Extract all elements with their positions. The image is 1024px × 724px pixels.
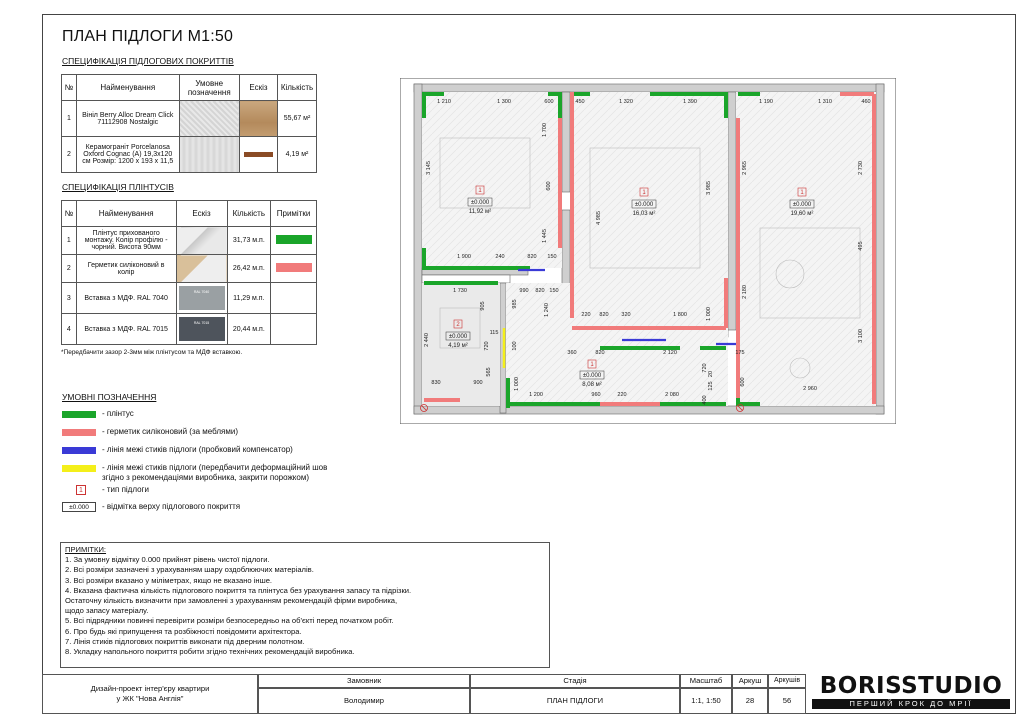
sheet-label: Аркуш — [732, 674, 768, 688]
skirting-note: *Передбачити зазор 2-3мм між плінтусом та МДФ вставкою. — [61, 349, 243, 356]
note-line: 5. Всі підрядники повинні перевірити розміри безпосередньо на об'єкті перед початком робіт. — [65, 616, 394, 626]
dimension-label: 905 — [480, 301, 486, 311]
row-num: 1 — [62, 227, 77, 255]
sheets-value: 56 — [768, 688, 806, 714]
row-num: 3 — [62, 283, 77, 314]
room-area: 19,60 м² — [790, 211, 814, 217]
dimension-label: 600 — [740, 377, 746, 387]
room-level: ±0.000 — [448, 334, 468, 340]
room-type: 1 — [590, 362, 594, 368]
brand-name: BORISSTUDIO — [819, 673, 1003, 699]
dimension-label: 820 — [599, 312, 609, 318]
dimension-label: 720 — [484, 341, 490, 351]
dimension-label: 600 — [546, 181, 552, 191]
room-type: 1 — [800, 190, 804, 196]
dimension-label: 2 440 — [424, 333, 430, 347]
row-name: Вставка з МДФ. RAL 7015 — [76, 314, 176, 345]
room-level: ±0.000 — [792, 202, 812, 208]
dimension-label: 1 445 — [542, 229, 548, 243]
note-line: щодо запасу матеріалу. — [65, 606, 149, 616]
dimension-label: 565 — [486, 367, 492, 377]
row-name: Плінтус прихованого монтажу. Колір профілю - чорний. Висота 90мм — [76, 227, 176, 255]
dimension-label: 2 180 — [742, 285, 748, 299]
dimension-label: 1 210 — [437, 99, 451, 105]
dimension-label: 1 200 — [529, 392, 543, 398]
col-header: Ескіз — [176, 201, 227, 227]
dimension-label: 220 — [617, 392, 627, 398]
dimension-label: 820 — [535, 288, 545, 294]
room-type: 1 — [642, 190, 646, 196]
sealant-sketch — [176, 255, 227, 283]
ral-sample: RAL 7015 — [176, 314, 227, 345]
dimension-label: 2 960 — [803, 386, 817, 392]
dimension-label: 1 000 — [706, 307, 712, 321]
material-sample — [239, 137, 277, 173]
sheets-label: Аркушів — [768, 674, 806, 688]
dimension-label: 1 800 — [673, 312, 687, 318]
dimension-label: 220 — [581, 312, 591, 318]
project-cell — [42, 674, 258, 714]
skirting-spec-heading: СПЕЦИФІКАЦІЯ ПЛІНТУСІВ — [62, 182, 174, 192]
notes-box — [60, 542, 550, 668]
col-header: № — [62, 75, 77, 101]
room-level: ±0.000 — [470, 200, 490, 206]
hatch-symbol — [179, 137, 239, 173]
dimension-label: 2 120 — [663, 350, 677, 356]
room-area: 11,92 м² — [468, 209, 492, 215]
legend-heading: УМОВНІ ПОЗНАЧЕННЯ — [62, 392, 157, 402]
note-line: 3. Всі розміри вказано у міліметрах, якщо не вказано інше. — [65, 575, 273, 585]
dimension-label: 2 730 — [858, 161, 864, 175]
dimension-label: 150 — [547, 254, 557, 260]
note-line: Остаточну кількість визначити при замовленні з урахуванням рекомендацій фірми виробника, — [65, 596, 398, 606]
table-row — [62, 227, 317, 255]
row-qty: 11,29 м.п. — [227, 283, 271, 314]
row-num: 1 — [62, 101, 77, 137]
stage-value: ПЛАН ПІДЛОГИ — [470, 688, 680, 714]
row-num: 2 — [62, 255, 77, 283]
dimension-label: 3 100 — [858, 329, 864, 343]
dimension-label: 1 300 — [497, 99, 511, 105]
room-level: ±0.000 — [582, 373, 602, 379]
dimension-label: 720 — [702, 363, 708, 373]
skirting-spec-table — [61, 200, 317, 345]
row-qty: 26,42 м.п. — [227, 255, 271, 283]
dimension-label: 125 — [708, 381, 714, 391]
dimension-label: 3 145 — [426, 161, 432, 175]
col-header: Ескіз — [239, 75, 277, 101]
col-header: Кількість — [227, 201, 271, 227]
dimension-label: 990 — [519, 288, 529, 294]
row-num: 4 — [62, 314, 77, 345]
dimension-label: 820 — [595, 350, 605, 356]
dimension-label: 240 — [495, 254, 505, 260]
dimension-label: 150 — [549, 288, 559, 294]
dimension-label: 1 000 — [514, 377, 520, 391]
table-row — [62, 255, 317, 283]
row-note — [271, 255, 317, 283]
legend: УМОВНІ ПОЗНАЧЕННЯ - плінтус - герметик силіконовий (за меблями) - лінія межі стиків підлоги (пробковий компенсатор) - лінія межі стиків підлоги (передбачити деформаційний шов згідно з рекомендаціями виробника, закрити порожком) 1 - тип підлоги ±0.000 - відмітка верху підлогового покриття — [62, 392, 328, 511]
dimension-label: 1 190 — [759, 99, 773, 105]
client-label: Замовник — [258, 674, 470, 688]
col-header: Найменування — [76, 75, 179, 101]
col-header: № — [62, 201, 77, 227]
note-line: 7. Лінія стиків підлогових покриттів виконати під дверним полотном. — [65, 636, 305, 646]
row-qty: 20,44 м.п. — [227, 314, 271, 345]
room-area: 4,19 м² — [448, 343, 468, 349]
note-line: 2. Всі розміри зазначені з урахуванням шару оздоблюючих матеріалів. — [65, 565, 314, 575]
note-line: 4. Вказана фактична кількість підлогового покриття та плінтуса без урахування запасу та підрізки. — [65, 585, 412, 595]
table-row — [62, 101, 317, 137]
brand-slogan: ПЕРШИЙ КРОК ДО МРІЇ — [812, 699, 1010, 709]
row-name: Вініл Berry Alloc Dream Click 71112908 Nostalgic — [76, 101, 179, 137]
dimension-label: 20 — [708, 370, 714, 378]
dimension-label: 115 — [489, 330, 499, 336]
room-area: 16,03 м² — [632, 211, 656, 217]
brand-logo — [806, 674, 1016, 714]
project-location: у ЖК "Нова Англія" — [116, 694, 184, 703]
row-note — [271, 227, 317, 255]
dimension-label: 1 730 — [453, 288, 467, 294]
room-type: 1 — [478, 188, 482, 194]
row-name: Керамограніт Porcelanosa Oxford Cognac (A) 19,3х120 см Розмір: 1200 х 193 х 11,5 — [76, 137, 179, 173]
col-header: Умовне позначення — [179, 75, 239, 101]
dimension-label: 175 — [735, 350, 745, 356]
dimension-label: 4 985 — [596, 211, 602, 225]
col-header: Примітки — [271, 201, 317, 227]
row-name: Вставка з МДФ. RAL 7040 — [76, 283, 176, 314]
dimension-label: 1 310 — [818, 99, 832, 105]
dimension-label: 100 — [512, 341, 518, 351]
row-num: 2 — [62, 137, 77, 173]
project-name: Дизайн-проект інтер'єру квартири — [90, 684, 210, 693]
row-qty: 55,67 м² — [278, 101, 317, 137]
title-block — [42, 674, 1016, 714]
dimension-label: 1 320 — [619, 99, 633, 105]
row-name: Герметик силіконовий в колір — [76, 255, 176, 283]
dimension-label: 960 — [591, 392, 601, 398]
sheet-value: 28 — [732, 688, 768, 714]
dimension-label: 360 — [567, 350, 577, 356]
dimension-label: 985 — [512, 299, 518, 309]
row-note — [271, 314, 317, 345]
floor-spec-table — [61, 74, 317, 173]
room-level: ±0.000 — [634, 202, 654, 208]
ral-sample: RAL 7040 — [176, 283, 227, 314]
floor-plan — [400, 78, 896, 424]
dimension-label: 1 700 — [542, 123, 548, 137]
table-row — [62, 314, 317, 345]
col-header: Найменування — [76, 201, 176, 227]
dimension-label: 820 — [527, 254, 537, 260]
dimension-label: 320 — [621, 312, 631, 318]
scale-label: Масштаб — [680, 674, 732, 688]
dimension-label: 600 — [544, 99, 554, 105]
page-title: ПЛАН ПІДЛОГИ М1:50 — [62, 28, 234, 45]
dimension-label: 495 — [858, 241, 864, 251]
dimension-label: 1 390 — [683, 99, 697, 105]
table-row — [62, 137, 317, 173]
dimension-label: 460 — [861, 99, 871, 105]
table-row — [62, 283, 317, 314]
col-header: Кількість — [278, 75, 317, 101]
dimension-label: 1 240 — [544, 303, 550, 317]
note-line: 6. Про будь які припущення та розбіжності повідомити архітектора. — [65, 626, 302, 636]
floor-spec-heading: СПЕЦИФІКАЦІЯ ПІДЛОГОВИХ ПОКРИТТІВ — [62, 56, 234, 66]
room-type: 2 — [456, 322, 460, 328]
scale-value: 1:1, 1:50 — [680, 688, 732, 714]
notes-heading: ПРИМІТКИ: — [65, 545, 107, 554]
dimension-label: 2 080 — [665, 392, 679, 398]
dimension-label: 3 985 — [706, 181, 712, 195]
material-sample — [239, 101, 277, 137]
dimension-label: 2 965 — [742, 161, 748, 175]
client-value: Володимир — [258, 688, 470, 714]
stage-label: Стадія — [470, 674, 680, 688]
room-area: 8,08 м² — [582, 382, 602, 388]
row-qty: 31,73 м.п. — [227, 227, 271, 255]
dimension-label: 400 — [702, 395, 708, 405]
note-line: 8. Укладку напольного покриття робити згідно технічних рекомендацій виробника. — [65, 647, 355, 657]
skirting-sketch — [176, 227, 227, 255]
dimension-label: 1 900 — [457, 254, 471, 260]
row-qty: 4,19 м² — [278, 137, 317, 173]
note-line: 1. За умовну відмітку 0.000 прийнят рівень чистої підлоги. — [65, 555, 270, 565]
dimension-label: 900 — [473, 380, 483, 386]
dimension-label: 450 — [575, 99, 585, 105]
dimension-label: 830 — [431, 380, 441, 386]
hatch-symbol — [179, 101, 239, 137]
row-note — [271, 283, 317, 314]
